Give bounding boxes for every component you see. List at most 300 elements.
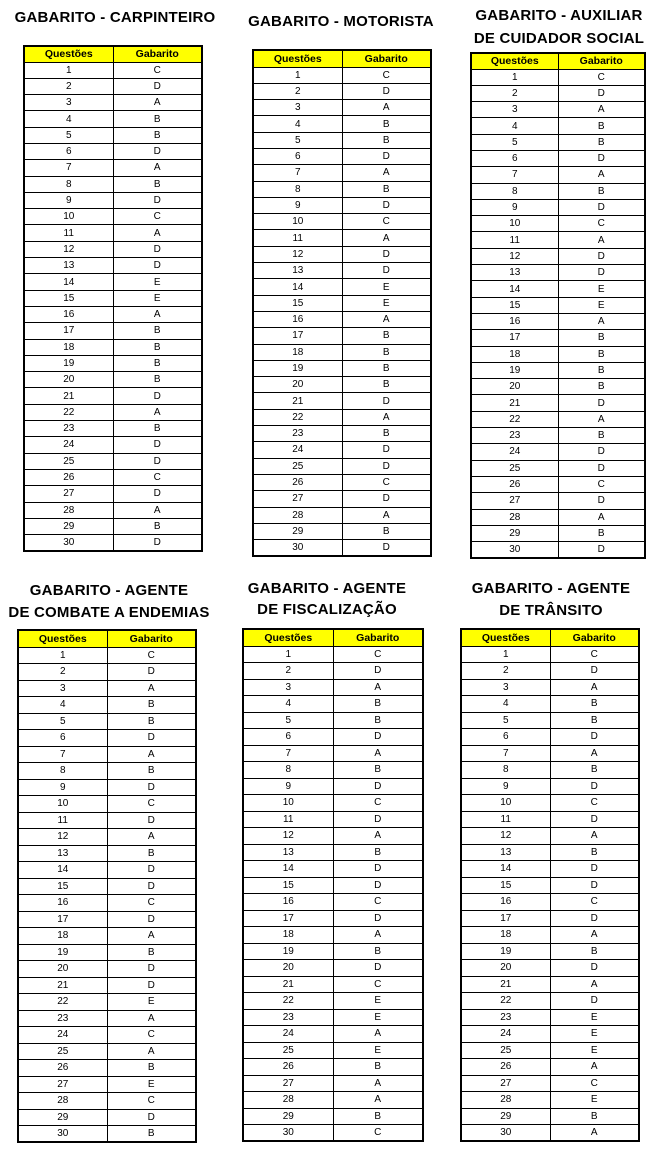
question-number: 13 (18, 845, 107, 862)
question-number: 19 (253, 360, 342, 376)
question-number: 8 (243, 762, 333, 779)
table-row (461, 712, 639, 729)
question-number: 27 (253, 491, 342, 507)
question-number: 22 (253, 409, 342, 425)
question-number: 8 (461, 762, 550, 779)
question-number: 15 (471, 297, 558, 313)
question-number: 1 (461, 646, 550, 663)
question-number: 7 (253, 165, 342, 181)
question-number: 23 (471, 428, 558, 444)
question-number: 2 (24, 78, 113, 94)
answer-letter: D (113, 258, 202, 274)
question-number: 3 (18, 680, 107, 697)
answer-letter: A (107, 746, 196, 763)
question-number: 5 (24, 127, 113, 143)
answer-letter: C (113, 469, 202, 485)
question-number: 18 (18, 928, 107, 945)
answer-letter: C (113, 62, 202, 78)
question-number: 16 (18, 895, 107, 912)
answer-letter: D (113, 192, 202, 208)
answer-letter: E (333, 1009, 423, 1026)
answer-letter: D (333, 877, 423, 894)
answer-letter: B (333, 712, 423, 729)
table-row (461, 993, 639, 1010)
question-number: 30 (461, 1125, 550, 1142)
answer-letter: D (550, 778, 639, 795)
question-number: 20 (471, 379, 558, 395)
question-number: 22 (471, 411, 558, 427)
question-number: 4 (471, 118, 558, 134)
answer-letter: D (333, 811, 423, 828)
column-header-questoes: Questões (24, 46, 113, 62)
answer-letter: C (333, 976, 423, 993)
answer-letter: C (550, 795, 639, 812)
answer-letter: B (558, 428, 645, 444)
table-row (461, 927, 639, 944)
question-number: 16 (243, 894, 333, 911)
answer-letter: D (113, 535, 202, 551)
answer-letter: A (107, 829, 196, 846)
answer-letter: D (333, 729, 423, 746)
column-header-gabarito: Gabarito (558, 53, 645, 69)
answer-letter: A (550, 745, 639, 762)
question-number: 29 (243, 1108, 333, 1125)
answer-letter: C (333, 894, 423, 911)
question-number: 3 (471, 102, 558, 118)
question-number: 19 (243, 943, 333, 960)
answer-letter: D (107, 779, 196, 796)
question-number: 18 (243, 927, 333, 944)
answer-letter: D (113, 437, 202, 453)
answer-letter: B (550, 762, 639, 779)
answer-letter: D (107, 961, 196, 978)
answer-letter: A (342, 507, 431, 523)
question-number: 9 (24, 192, 113, 208)
table-row (243, 861, 423, 878)
table-row (461, 943, 639, 960)
question-number: 12 (253, 246, 342, 262)
table-row (18, 928, 196, 945)
question-number: 14 (18, 862, 107, 879)
question-number: 2 (253, 83, 342, 99)
question-number: 29 (471, 525, 558, 541)
answer-key-title: DE COMBATE A ENDEMIAS (8, 604, 210, 621)
question-number: 24 (243, 1026, 333, 1043)
table-row (243, 1026, 423, 1043)
answer-letter: D (113, 486, 202, 502)
question-number: 13 (461, 844, 550, 861)
answer-letter: E (550, 1026, 639, 1043)
column-header-gabarito: Gabarito (107, 630, 196, 647)
answer-letter: B (558, 346, 645, 362)
table-row (243, 828, 423, 845)
answer-letter: C (113, 209, 202, 225)
answer-letter: A (558, 509, 645, 525)
question-number: 6 (18, 730, 107, 747)
answer-letter: D (342, 491, 431, 507)
table-row (461, 976, 639, 993)
question-number: 1 (253, 67, 342, 83)
table-row (18, 944, 196, 961)
table-row (461, 663, 639, 680)
question-number: 28 (18, 1093, 107, 1110)
answer-letter: D (558, 493, 645, 509)
question-number: 23 (243, 1009, 333, 1026)
question-number: 17 (471, 330, 558, 346)
question-number: 3 (461, 679, 550, 696)
question-number: 17 (461, 910, 550, 927)
table-row (461, 811, 639, 828)
answer-letter: A (333, 927, 423, 944)
table-row (243, 1042, 423, 1059)
table-row (243, 943, 423, 960)
answer-letter: E (107, 994, 196, 1011)
question-number: 14 (461, 861, 550, 878)
table-row (461, 861, 639, 878)
answer-letter: B (107, 763, 196, 780)
question-number: 11 (253, 230, 342, 246)
answer-letter: D (107, 862, 196, 879)
answer-letter: B (333, 1059, 423, 1076)
question-number: 21 (24, 388, 113, 404)
question-number: 12 (18, 829, 107, 846)
answer-letter: D (558, 150, 645, 166)
table-row (243, 1075, 423, 1092)
answer-key-table (17, 629, 197, 1143)
answer-letter: C (550, 646, 639, 663)
question-number: 16 (461, 894, 550, 911)
answer-letter: A (333, 828, 423, 845)
question-number: 13 (253, 263, 342, 279)
question-number: 25 (471, 460, 558, 476)
question-number: 23 (461, 1009, 550, 1026)
answer-letter: E (113, 290, 202, 306)
answer-letter: A (333, 1092, 423, 1109)
question-number: 11 (18, 812, 107, 829)
column-header-questoes: Questões (471, 53, 558, 69)
answer-letter: B (342, 523, 431, 539)
question-number: 24 (461, 1026, 550, 1043)
question-number: 27 (461, 1075, 550, 1092)
answer-letter: D (550, 960, 639, 977)
answer-key-title: GABARITO - CARPINTEIRO (14, 9, 216, 26)
answer-letter: D (342, 263, 431, 279)
answer-letter: B (107, 1060, 196, 1077)
question-number: 4 (253, 116, 342, 132)
answer-letter: D (333, 861, 423, 878)
answer-letter: C (342, 214, 431, 230)
answer-letter: E (333, 1042, 423, 1059)
answer-letter: D (342, 246, 431, 262)
answer-letter: A (558, 411, 645, 427)
table-row (243, 1108, 423, 1125)
answer-letter: C (107, 1093, 196, 1110)
table-row (243, 729, 423, 746)
column-header-questoes: Questões (461, 629, 550, 646)
question-number: 18 (461, 927, 550, 944)
table-row (243, 877, 423, 894)
question-number: 9 (18, 779, 107, 796)
answer-letter: B (558, 134, 645, 150)
column-header-questoes: Questões (243, 629, 333, 646)
question-number: 10 (461, 795, 550, 812)
table-row (461, 1108, 639, 1125)
table-row (18, 1076, 196, 1093)
answer-letter: B (342, 328, 431, 344)
answer-letter: D (342, 148, 431, 164)
question-number: 26 (471, 476, 558, 492)
question-number: 16 (24, 306, 113, 322)
answer-letter: C (107, 895, 196, 912)
answer-letter: C (558, 476, 645, 492)
answer-letter: D (342, 540, 431, 556)
answer-letter: C (333, 795, 423, 812)
answer-letter: B (558, 362, 645, 378)
answer-letter: D (333, 663, 423, 680)
answer-letter: D (342, 197, 431, 213)
answer-letter: E (558, 297, 645, 313)
answer-letter: C (342, 67, 431, 83)
table-row (18, 829, 196, 846)
question-number: 5 (18, 713, 107, 730)
table-row (18, 961, 196, 978)
question-number: 24 (24, 437, 113, 453)
question-number: 25 (243, 1042, 333, 1059)
question-number: 12 (24, 241, 113, 257)
question-number: 17 (18, 911, 107, 928)
question-number: 22 (24, 404, 113, 420)
answer-letter: B (113, 323, 202, 339)
answer-letter: D (550, 910, 639, 927)
answer-key-block (448, 0, 654, 1150)
table-row (243, 778, 423, 795)
answer-letter: D (333, 910, 423, 927)
answer-letter: B (558, 379, 645, 395)
answer-letter: D (107, 1109, 196, 1126)
question-number: 28 (253, 507, 342, 523)
question-number: 5 (243, 712, 333, 729)
question-number: 2 (471, 85, 558, 101)
answer-letter: A (342, 311, 431, 327)
table-row (18, 647, 196, 664)
answer-letter: B (342, 116, 431, 132)
table-row (18, 664, 196, 681)
question-number: 23 (253, 426, 342, 442)
question-number: 22 (18, 994, 107, 1011)
table-row (18, 713, 196, 730)
answer-letter: E (107, 1076, 196, 1093)
answer-key-table (242, 628, 424, 1142)
answer-letter: D (113, 241, 202, 257)
answer-letter: A (113, 225, 202, 241)
question-number: 7 (471, 167, 558, 183)
answer-letter: B (342, 181, 431, 197)
question-number: 12 (243, 828, 333, 845)
table-row (461, 910, 639, 927)
table-row (243, 844, 423, 861)
column-header-gabarito: Gabarito (550, 629, 639, 646)
table-row (461, 729, 639, 746)
answer-letter: E (342, 279, 431, 295)
table-row (18, 1027, 196, 1044)
question-number: 3 (24, 95, 113, 111)
answer-letter: B (558, 330, 645, 346)
answer-letter: D (558, 460, 645, 476)
question-number: 9 (243, 778, 333, 795)
question-number: 20 (24, 372, 113, 388)
table-row (243, 795, 423, 812)
question-number: 12 (461, 828, 550, 845)
question-number: 30 (471, 542, 558, 558)
question-number: 5 (253, 132, 342, 148)
answer-letter: B (333, 844, 423, 861)
answer-letter: A (342, 165, 431, 181)
answer-letter: B (107, 944, 196, 961)
answer-letter: D (113, 453, 202, 469)
question-number: 10 (253, 214, 342, 230)
table-row (461, 1059, 639, 1076)
answer-letter: D (550, 663, 639, 680)
answer-letter: A (333, 745, 423, 762)
answer-letter: B (333, 943, 423, 960)
answer-letter: B (113, 176, 202, 192)
answer-letter: C (107, 1027, 196, 1044)
answer-letter: B (113, 372, 202, 388)
answer-letter: B (550, 1108, 639, 1125)
table-row (243, 910, 423, 927)
answer-letter: C (333, 1125, 423, 1142)
question-number: 21 (461, 976, 550, 993)
question-number: 21 (253, 393, 342, 409)
question-number: 21 (243, 976, 333, 993)
table-row (461, 1026, 639, 1043)
answer-key-block (0, 0, 218, 1150)
answer-letter: D (107, 878, 196, 895)
answer-letter: A (333, 679, 423, 696)
question-number: 6 (471, 150, 558, 166)
answer-letter: D (550, 877, 639, 894)
question-number: 26 (24, 469, 113, 485)
answer-letter: D (558, 444, 645, 460)
table-row (461, 696, 639, 713)
answer-letter: B (333, 696, 423, 713)
table-row (461, 877, 639, 894)
answer-letter: A (107, 1043, 196, 1060)
answer-letter: D (558, 265, 645, 281)
question-number: 18 (471, 346, 558, 362)
question-number: 11 (243, 811, 333, 828)
table-row (18, 862, 196, 879)
answer-letter: E (333, 993, 423, 1010)
answer-letter: A (107, 928, 196, 945)
question-number: 19 (24, 355, 113, 371)
table-row (243, 894, 423, 911)
answer-letter: D (558, 542, 645, 558)
question-number: 20 (461, 960, 550, 977)
question-number: 14 (24, 274, 113, 290)
question-number: 22 (243, 993, 333, 1010)
table-row (243, 976, 423, 993)
question-number: 23 (24, 421, 113, 437)
answer-letter: E (550, 1042, 639, 1059)
table-row (461, 1125, 639, 1142)
table-row (18, 812, 196, 829)
table-row (461, 646, 639, 663)
question-number: 4 (24, 111, 113, 127)
table-row (18, 779, 196, 796)
answer-letter: A (342, 100, 431, 116)
answer-letter: C (342, 474, 431, 490)
answer-key-title: DE FISCALIZAÇÃO (257, 601, 397, 618)
answer-letter: B (107, 713, 196, 730)
question-number: 28 (471, 509, 558, 525)
table-row (18, 977, 196, 994)
question-number: 13 (471, 265, 558, 281)
table-row (461, 778, 639, 795)
answer-key-table (460, 628, 640, 1142)
table-row (243, 1009, 423, 1026)
question-number: 14 (243, 861, 333, 878)
question-number: 7 (243, 745, 333, 762)
question-number: 25 (253, 458, 342, 474)
table-row (461, 894, 639, 911)
answer-letter: B (550, 696, 639, 713)
answer-letter: D (107, 664, 196, 681)
column-header-gabarito: Gabarito (333, 629, 423, 646)
question-number: 13 (243, 844, 333, 861)
question-number: 21 (471, 395, 558, 411)
table-row (18, 763, 196, 780)
question-number: 12 (471, 248, 558, 264)
answer-letter: C (550, 1075, 639, 1092)
question-number: 1 (18, 647, 107, 664)
question-number: 8 (24, 176, 113, 192)
table-row (18, 1126, 196, 1143)
table-row (461, 1075, 639, 1092)
table-row (461, 745, 639, 762)
question-number: 15 (24, 290, 113, 306)
table-row (18, 1093, 196, 1110)
answer-letter: B (342, 344, 431, 360)
answer-letter: D (558, 248, 645, 264)
answer-key-title: GABARITO - AUXILIAR (475, 7, 643, 24)
answer-letter: B (342, 377, 431, 393)
question-number: 16 (471, 313, 558, 329)
question-number: 3 (243, 679, 333, 696)
question-number: 4 (18, 697, 107, 714)
question-number: 10 (471, 216, 558, 232)
question-number: 15 (243, 877, 333, 894)
answer-letter: B (558, 118, 645, 134)
question-number: 8 (18, 763, 107, 780)
question-number: 20 (18, 961, 107, 978)
question-number: 27 (471, 493, 558, 509)
answer-letter: A (113, 502, 202, 518)
question-number: 11 (461, 811, 550, 828)
question-number: 30 (24, 535, 113, 551)
table-row (18, 1109, 196, 1126)
question-number: 3 (253, 100, 342, 116)
question-number: 21 (18, 977, 107, 994)
table-row (18, 1060, 196, 1077)
answer-letter: D (550, 861, 639, 878)
answer-letter: A (113, 306, 202, 322)
question-number: 19 (471, 362, 558, 378)
column-header-questoes: Questões (18, 630, 107, 647)
table-row (18, 796, 196, 813)
answer-letter: B (113, 111, 202, 127)
answer-letter: A (550, 927, 639, 944)
